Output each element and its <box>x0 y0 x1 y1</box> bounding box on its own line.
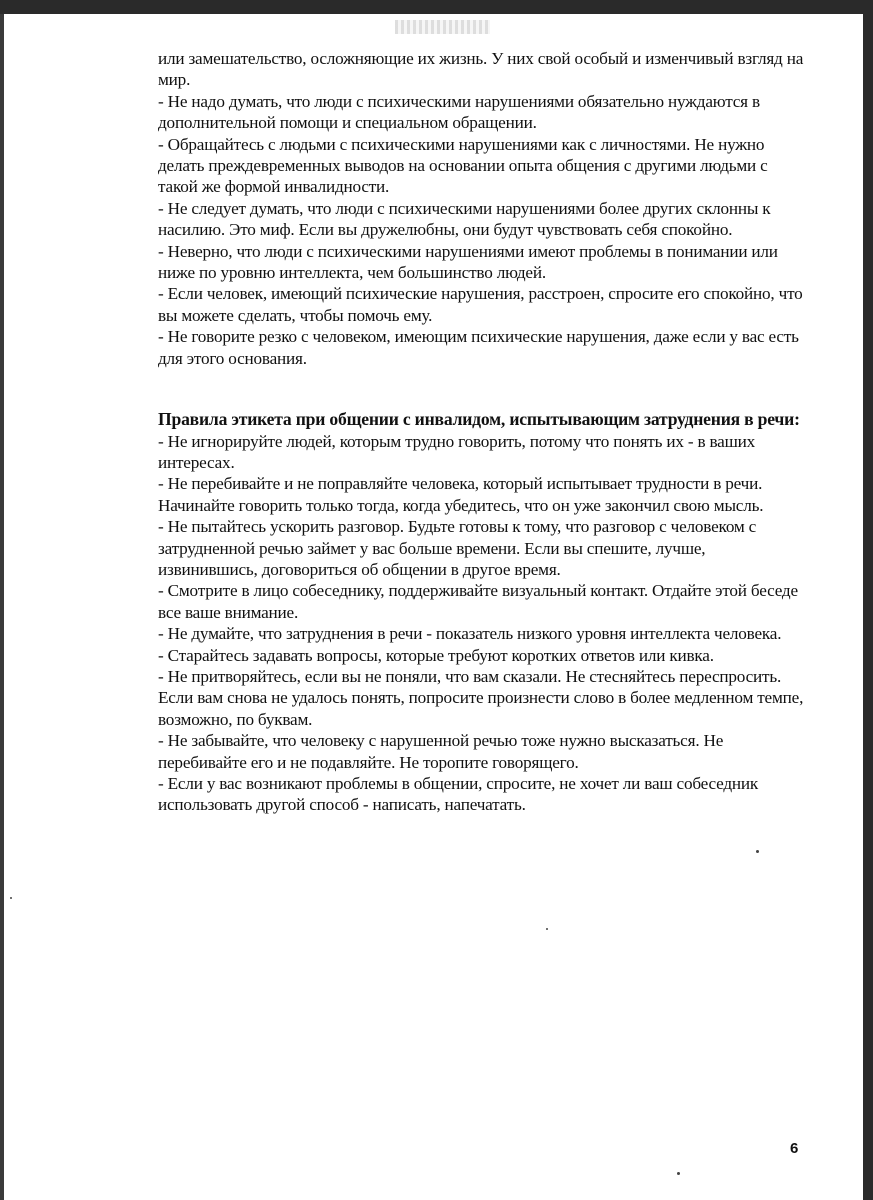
scan-speck <box>756 850 759 853</box>
list-item: - Не притворяйтесь, если вы не поняли, что вам сказали. Не стесняйтесь переспросить. Если вам снова не удалось понять, попросите произнести слово в более медленном темпе, возможно, по буквам. <box>158 666 804 729</box>
paragraph: - Не следует думать, что люди с психическими нарушениями более других склонны к насилию. Это миф. Если вы дружелюбны, они будут чувствовать себя спокойно. <box>158 198 771 240</box>
scan-speck <box>677 1172 680 1175</box>
scan-speck <box>10 897 12 899</box>
list-item: - Если у вас возникают проблемы в общении, спросите, не хочет ли ваш собеседник использовать другой способ - написать, напечатать. <box>158 774 759 815</box>
faded-header-stamp <box>395 20 490 34</box>
document-page <box>158 48 808 816</box>
section-heading: Правила этикета при общении с инвалидом, испытывающим затруднения в речи: <box>158 409 800 430</box>
list-item: - Старайтесь задавать вопросы, которые требуют коротких ответов или кивка. <box>158 645 714 665</box>
paragraph: - Неверно, что люди с психическими нарушениями имеют проблемы в понимании или ниже по уровню интеллекта, чем большинство людей. <box>158 241 778 283</box>
scan-speck <box>546 928 548 930</box>
list-item: - Смотрите в лицо собеседнику, поддерживайте визуальный контакт. Отдайте этой беседе все ваше внимание. <box>158 581 798 622</box>
list-item: - Не пытайтесь ускорить разговор. Будьте готовы к тому, что разговор с человеком с затрудненной речью займет у вас больше времени. Если вы спешите, лучше, извинившись, договориться об общении в другое время. <box>158 517 757 579</box>
mental-disorders-rules-continuation <box>158 48 808 369</box>
list-item: - Не игнорируйте людей, которым трудно говорить, потому что понять их - в ваших интересах. <box>158 431 756 472</box>
list-item: - Не думайте, что затруднения в речи - показатель низкого уровня интеллекта человека. <box>158 624 782 644</box>
page-number: 6 <box>790 1140 799 1157</box>
scan-edge-left <box>0 0 4 1200</box>
paragraph: или замешательство, осложняющие их жизнь. У них свой особый и изменчивый взгляд на мир. <box>158 49 804 90</box>
list-item: - Не перебивайте и не поправляйте человека, который испытывает трудности в речи. Начинайте говорить только тогда, когда убедитесь, что он уже закончил свою мысль. <box>158 474 764 515</box>
list-item: - Не забывайте, что человеку с нарушенной речью тоже нужно высказаться. Не перебивайте его и не подавляйте. Не торопите говорящего. <box>158 731 724 772</box>
paragraph: - Не надо думать, что люди с психическими нарушениями обязательно нуждаются в дополнительной помощи и специальном обращении. <box>158 91 760 133</box>
speech-difficulty-rules <box>158 431 808 816</box>
paragraph: - Если человек, имеющий психические нарушения, расстроен, спросите его спокойно, что вы можете сделать, чтобы помочь ему. <box>158 284 803 325</box>
paragraph: - Обращайтесь с людьми с психическими нарушениями как с личностями. Не нужно делать преждевременных выводов на основании опыта общения с другими людьми с такой же формой инвалидности. <box>158 134 768 197</box>
paragraph: - Не говорите резко с человеком, имеющим психические нарушения, даже если у вас есть для этого основания. <box>158 327 799 368</box>
